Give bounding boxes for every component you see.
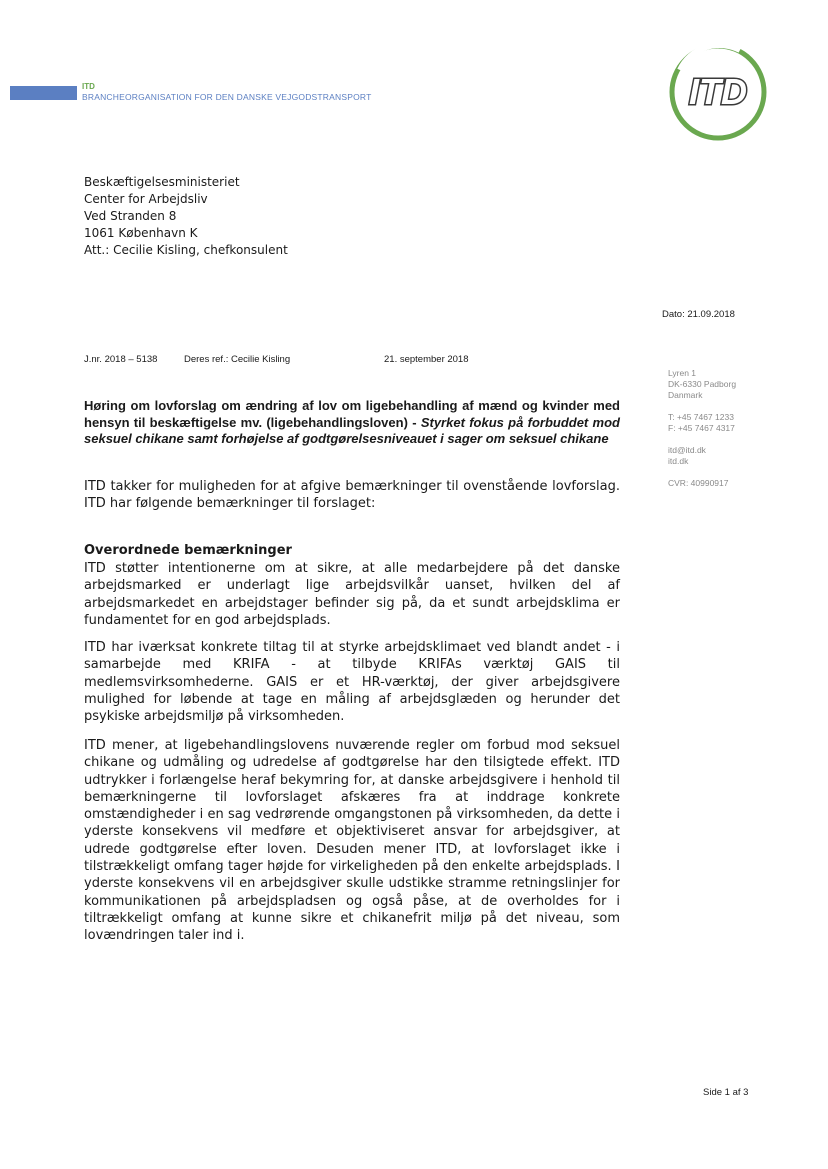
letter-date: 21. september 2018 [384,354,469,365]
phone-number: T: +45 7467 1233 [668,412,734,422]
address-line: Lyren 1 [668,368,697,378]
address-line: DK-6330 Padborg [668,379,737,389]
fax-number: F: +45 7467 4317 [668,423,735,433]
their-reference: Deres ref.: Cecilie Kisling [184,354,291,365]
letter-date-label: Dato: 21.09.2018 [662,309,735,320]
page-number: Side 1 af 3 [703,1087,749,1098]
logo-lettering: ITD [689,71,747,112]
contact-sidebar [668,368,736,489]
subject-italic: Styrket fokus på forbuddet mod seksuel chikane samt forhøjelse af godtgørelsesniveauet i sager om seksuel chikane [84,414,620,446]
section-heading: Overordnede bemærkninger [84,543,292,558]
address-country: Danmark [668,390,703,400]
brand-color-bar [10,86,77,100]
org-full-name: BRANCHEORGANISATION FOR DEN DANSKE VEJGODSTRANSPORT [82,92,372,102]
recipient-address [84,174,288,259]
subject-bold: Høring om lovforslag om ændring af lov om ligebehandling af mænd og kvinder med hensyn til beskæftigelse mv. (ligebehandlingsloven) - [84,398,620,430]
recipient-line: 1061 København K [84,226,198,240]
website: itd.dk [668,456,689,466]
body-paragraph: ITD støtter intentionerne om at sikre, at alle medarbejdere på det danske arbejdsmarked er underlagt lige arbejdsvilkår uanset, hvilken del af arbejdsmarkedet en arbejdstager befinder sig på, da et sundt arbejdsklima er fundamentet for en god arbejdsplads. [84,561,620,628]
letter-subject [84,398,620,448]
itd-logo-graphic [666,40,770,144]
recipient-line: Att.: Cecilie Kisling, chefkonsulent [84,243,288,257]
journal-number: J.nr. 2018 – 5138 [84,354,158,365]
cvr-number: CVR: 40990917 [668,478,729,488]
recipient-line: Ved Stranden 8 [84,209,177,223]
body-paragraph: ITD mener, at ligebehandlingslovens nuværende regler om forbud mod seksuel chikane og udmåling og udredelse af godtgørelse har den tilsigtede effekt. ITD udtrykker i forlængelse heraf bekymring for, at danske arbejdsgivere i henhold til bemærkningerne til lovforslaget afskæres fra at inddrage konkrete omstændigheder i en sag vedrørende omgangstonen på virksomheden, da dette i yderste konsekvens vil medføre et objektiviseret ansvar for arbejdsgiver, at udrede godtgørelse efter loven. Desuden mener ITD, at lovforslaget ikke i tilstrækkeligt omfang tager højde for virkeligheden på den enkelte arbejdsplads. I yderste konsekvens vil en arbejdsgiver skulle udstikke stramme retningslinjer for kommunikationen på arbejdspladsen og også påse, at de overholdes for i tiltrækkeligt omfang at kunne sikre et chikanefrit miljø på det niveau, som lovændringen taler ind i. [84,738,620,944]
org-short-name: ITD [82,82,95,91]
intro-paragraph: ITD takker for muligheden for at afgive bemærkninger til ovenstående lovforslag. ITD har følgende bemærkninger til forslaget: [84,479,620,512]
body-paragraph: ITD har iværksat konkrete tiltag til at styrke arbejdsklimaet ved blandt andet - i samarbejde med KRIFA - at tilbyde KRIFAs værktøj GAIS til medlemsvirksomhederne. GAIS er et HR-værktøj, der giver arbejdsgivere mulighed for løbende at tage en måling af arbejdsglæden og herunder det psykiske arbejdsmiljø på virksomheden. [84,640,620,725]
recipient-line: Center for Arbejdsliv [84,192,208,206]
recipient-line: Beskæftigelsesministeriet [84,175,240,189]
itd-logo [666,40,770,144]
email-address: itd@itd.dk [668,445,706,455]
